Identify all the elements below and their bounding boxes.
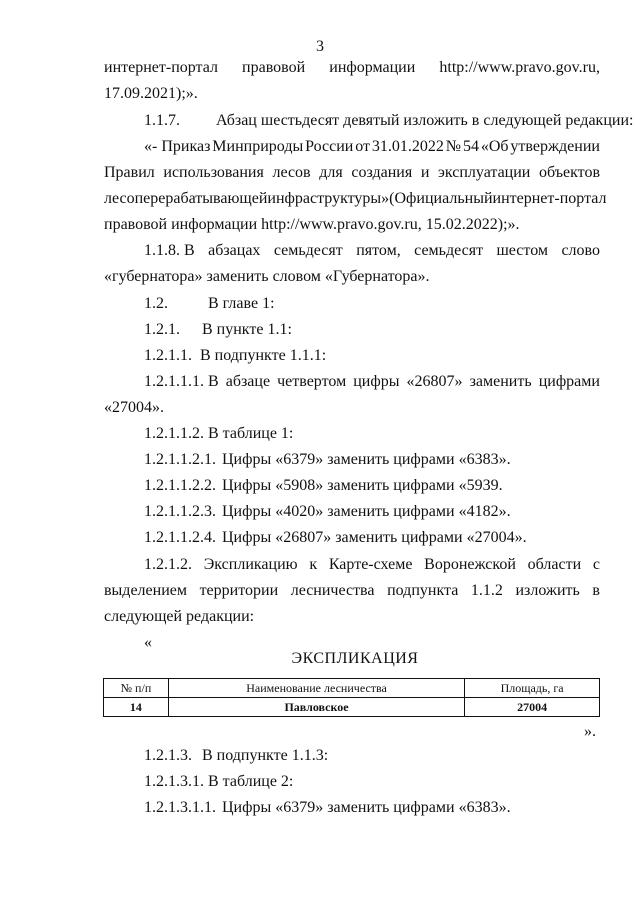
item-number: 1.1.7. — [144, 112, 180, 129]
explication-table — [103, 678, 600, 717]
word: интернет-портал — [492, 190, 607, 207]
item-text: Цифры «4020» заменить цифрами «4182». — [222, 503, 511, 520]
word: семьдесят — [273, 242, 343, 259]
text-line-5 — [104, 163, 600, 183]
item-text: В главе 1: — [208, 295, 275, 312]
word: области — [527, 556, 582, 573]
item-number: 1.2. — [144, 295, 168, 312]
word: подпункта — [387, 582, 459, 599]
item-number: 1.2.1.3.1.1. — [144, 799, 216, 816]
word: пятом, — [356, 242, 401, 259]
word: Карте-схеме — [328, 556, 413, 573]
text-line-9: «губернатора» заменить словом «Губернатора». — [104, 268, 430, 285]
word: лесоперерабатывающей — [104, 190, 268, 207]
text-line-16 — [144, 450, 511, 470]
cell-area: 27004 — [465, 698, 600, 717]
word: территории — [199, 582, 279, 599]
word: «Об — [480, 138, 509, 155]
item-number: 1.2.1.1. — [144, 347, 192, 364]
item-text: Цифры «6379» заменить цифрами «6383». — [222, 451, 511, 468]
word: инфраструктуры» — [267, 190, 390, 207]
word: «26807» — [406, 373, 463, 390]
text-line-24 — [144, 746, 328, 766]
word: 31.01.2022 — [371, 138, 444, 155]
text-line-4 — [144, 137, 600, 157]
item-number: 1.2.1.1.2.1. — [144, 451, 216, 468]
item-number: 1.2.1.1.2.3. — [144, 503, 216, 520]
item-number: 1.2.1.1.2.2. — [144, 477, 216, 494]
text-line-8 — [144, 241, 600, 261]
item-text: В пункте 1.1: — [202, 321, 292, 338]
word: эксплуатации — [438, 164, 531, 181]
table-row — [104, 698, 600, 717]
item-text: Цифры «6379» заменить цифрами «6383». — [222, 799, 511, 816]
item-text: Цифры «26807» заменить цифрами «27004». — [222, 529, 527, 546]
item-number: 1.2.1. — [144, 321, 180, 338]
text-line-13 — [144, 372, 600, 392]
word: Экспликацию — [203, 556, 298, 573]
word: к — [309, 556, 318, 573]
word: абзацах — [208, 242, 261, 259]
text-line-18 — [144, 502, 511, 522]
table-header-row — [104, 679, 600, 698]
text-line-26 — [144, 798, 511, 818]
word: 1.2.1.1.1. В — [144, 373, 219, 390]
word: слово — [561, 242, 600, 259]
text-line-10 — [144, 294, 275, 314]
word: от — [355, 138, 370, 155]
header-area: Площадь, га — [465, 679, 600, 698]
text-line-3 — [144, 111, 633, 131]
text-line-19 — [144, 528, 527, 548]
word: цифры — [353, 373, 400, 390]
word: «- Приказ — [144, 138, 211, 155]
item-number: 1.2.1.1.2.4. — [144, 529, 216, 546]
word: Правил — [104, 164, 155, 181]
text-line-7: правовой информации http://www.pravo.gov.ru, 15.02.2022);». — [104, 216, 520, 233]
text-line-17 — [144, 476, 503, 496]
word: абзаце — [225, 373, 271, 390]
text-line-12 — [144, 346, 326, 366]
word: создания — [351, 164, 413, 181]
word: 1.2.1.2. — [144, 556, 192, 573]
word: цифрами — [538, 373, 600, 390]
text-line-14: «27004». — [104, 399, 164, 416]
word: лесничества — [290, 582, 375, 599]
text-line-20 — [144, 555, 600, 575]
word: информации — [329, 59, 416, 76]
explication-title: ЭКСПЛИКАЦИЯ — [291, 650, 419, 667]
text-line-11 — [144, 320, 292, 340]
opening-quote: « — [144, 634, 152, 651]
word: № — [445, 138, 462, 155]
header-forestry-name: Наименование лесничества — [168, 679, 464, 698]
word: утверждении — [510, 138, 600, 155]
word: с — [592, 556, 600, 573]
word: использования — [163, 164, 264, 181]
word: для — [319, 164, 343, 181]
word: выделением — [104, 582, 187, 599]
page-number: 3 — [316, 38, 324, 55]
text-line-25: 1.2.1.3.1. В таблице 2: — [144, 773, 294, 790]
cell-number: 14 — [104, 698, 169, 717]
word: России — [305, 138, 354, 155]
word: семьдесят — [414, 242, 484, 259]
item-text: Цифры «5908» заменить цифрами «5939. — [222, 477, 503, 494]
word: объектов — [538, 164, 600, 181]
word: лесов — [272, 164, 311, 181]
text-line-22: следующей редакции: — [104, 608, 255, 625]
word: (Официальный — [389, 190, 493, 207]
item-number: 1.2.1.3. — [144, 747, 192, 764]
word: Минприроды — [212, 138, 304, 155]
word: и — [420, 164, 430, 181]
text-line-15: 1.2.1.1.2. В таблице 1: — [144, 425, 294, 442]
word: интернет-портал — [104, 59, 218, 76]
closing-quote: ». — [584, 723, 596, 740]
header-number: № п/п — [104, 679, 169, 698]
item-text: Абзац шестьдесят девятый изложить в следующей редакции: — [216, 112, 634, 129]
word: четвертом — [277, 373, 347, 390]
word: Воронежской — [424, 556, 516, 573]
word: 54 — [462, 138, 479, 155]
item-text: В подпункте 1.1.3: — [202, 747, 329, 764]
word: шестом — [496, 242, 549, 259]
word: в — [592, 582, 600, 599]
text-line-6 — [104, 189, 607, 209]
text-line-21 — [104, 581, 600, 601]
text-line-1 — [104, 58, 600, 78]
word: 1.1.2 — [470, 582, 503, 599]
url-link: http://www.pravo.gov.ru, — [439, 59, 600, 76]
word: правовой — [242, 59, 306, 76]
word: 1.1.8. В — [144, 242, 195, 259]
cell-forestry-name: Павловское — [168, 698, 464, 717]
item-text: В подпункте 1.1.1: — [200, 347, 327, 364]
text-line-2: 17.09.2021);». — [104, 85, 198, 102]
word: заменить — [469, 373, 532, 390]
word: изложить — [515, 582, 580, 599]
